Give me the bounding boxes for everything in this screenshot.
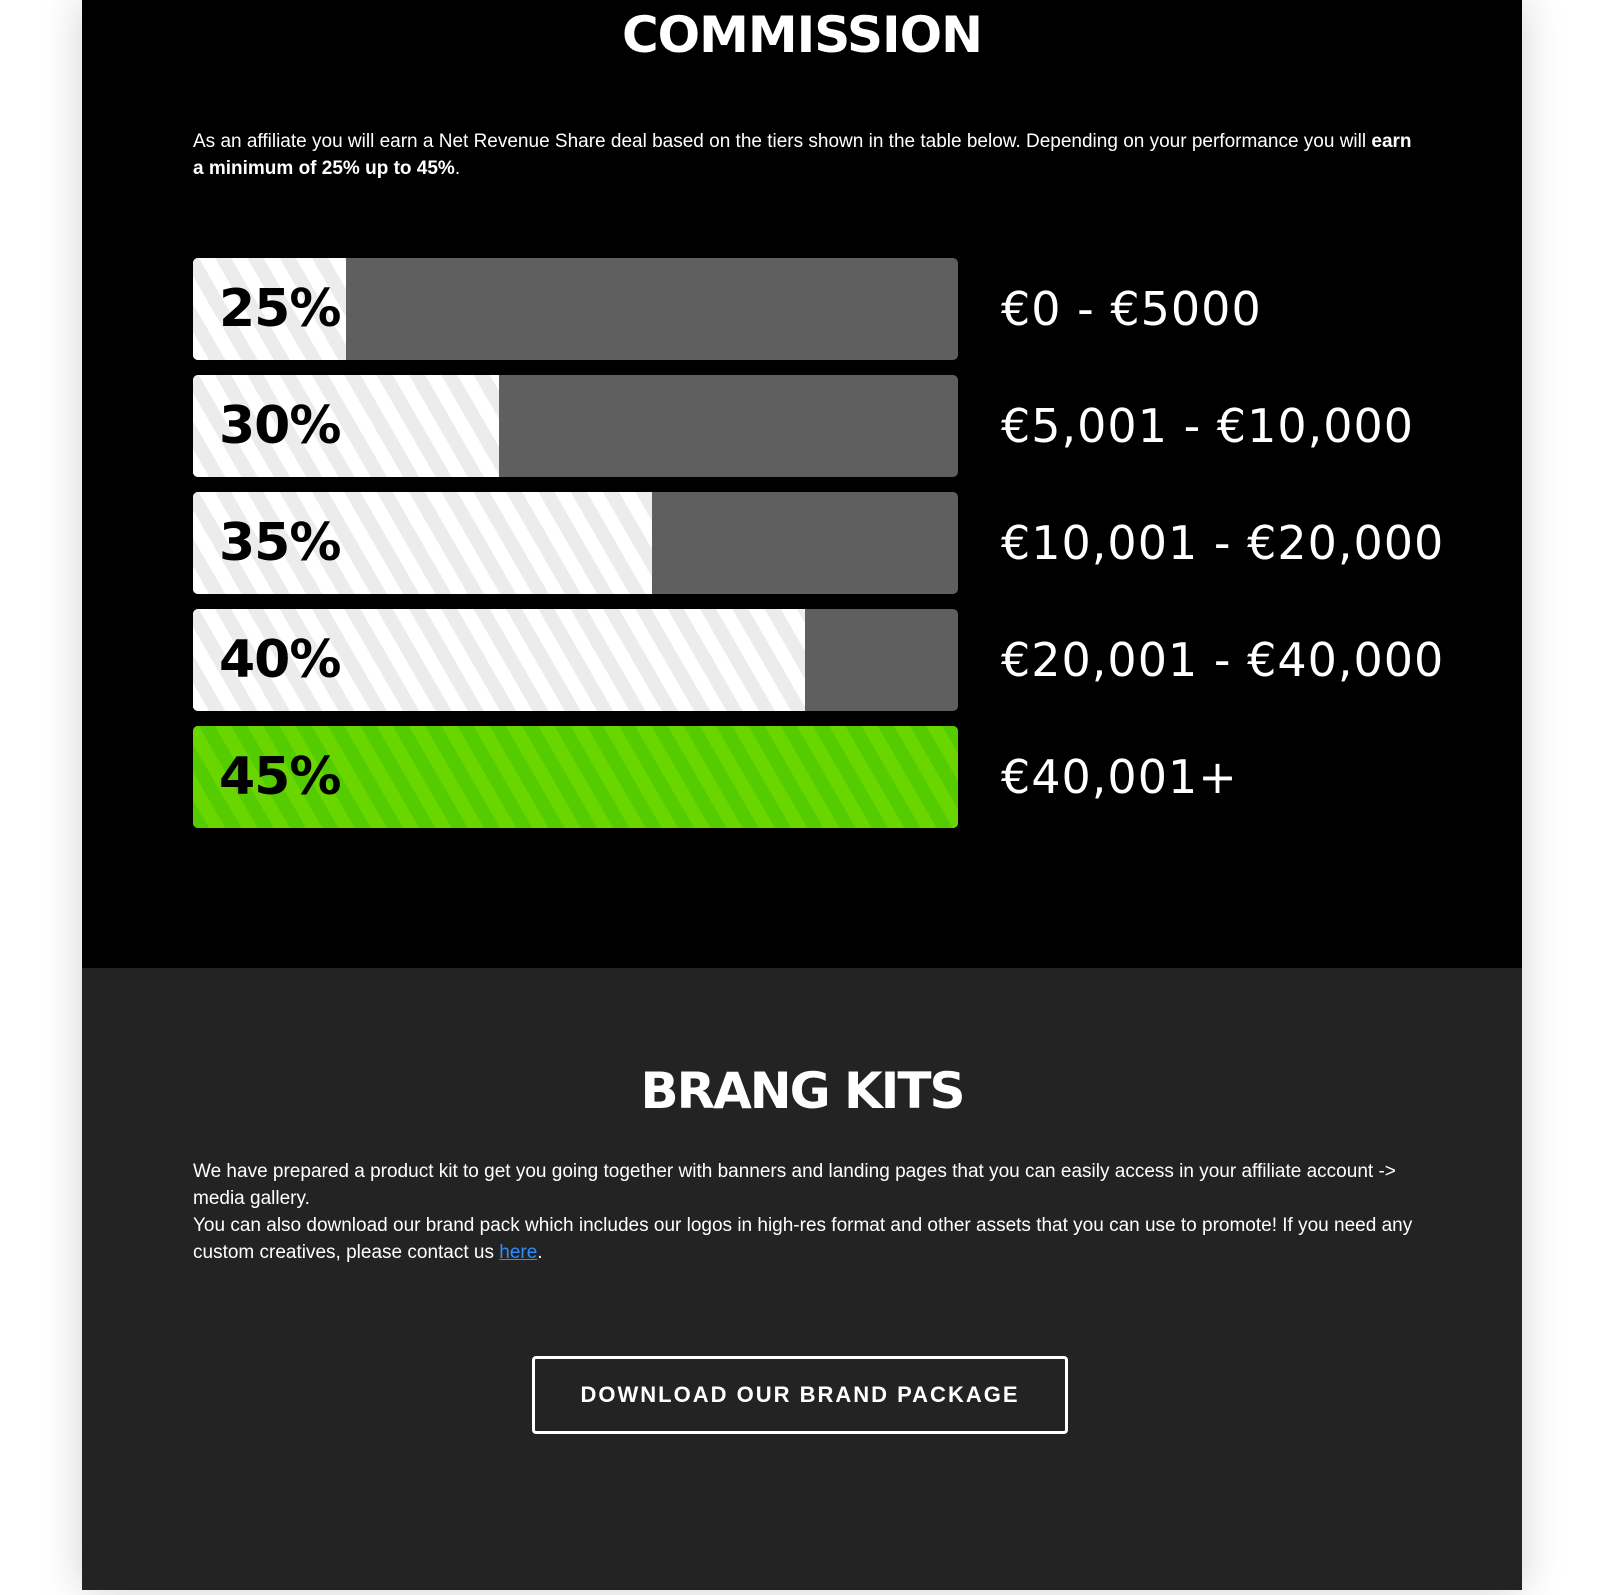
brand-kits-paragraph-1: We have prepared a product kit to get you going together with banners and landing pages that you can easily access in your affiliate account -> media gallery.: [193, 1161, 1396, 1209]
tier-bar-track: [193, 258, 958, 360]
tier-bar-track: [193, 609, 958, 711]
brand-kits-title: BRANG KITS: [640, 1062, 964, 1120]
tier-row: [193, 726, 1493, 828]
download-brand-package-button[interactable]: DOWNLOAD OUR BRAND PACKAGE: [532, 1356, 1068, 1434]
commission-intro-suffix: .: [454, 158, 461, 179]
tier-range: €40,001+: [1001, 750, 1238, 804]
tier-bar-track: [193, 492, 958, 594]
brand-kits-paragraph-2-suffix: .: [537, 1242, 543, 1263]
tier-row: [193, 375, 1493, 477]
commission-intro-bold: earn a minimum of 25% up to 45%: [193, 131, 1412, 179]
contact-here-link[interactable]: here: [499, 1242, 538, 1263]
tier-bar-track: [193, 375, 958, 477]
commission-section: [82, 0, 1522, 968]
tier-percent: 40%: [219, 630, 341, 690]
tier-range: €0 - €5000: [1001, 282, 1262, 336]
tier-row: [193, 492, 1493, 594]
commission-intro: [193, 128, 1423, 182]
tier-percent: 45%: [219, 747, 341, 807]
tier-percent: 35%: [219, 513, 341, 573]
brand-kits-section: [82, 968, 1522, 1590]
brand-kits-paragraph-2-prefix: You can also download our brand pack which includes our logos in high-res format and other assets that you can use to promote! If you need any custom creatives, please contact us: [193, 1215, 1413, 1263]
tier-row: [193, 258, 1493, 360]
tier-range: €10,001 - €20,000: [1001, 516, 1445, 570]
commission-title: COMMISSION: [621, 6, 983, 64]
tier-range: €5,001 - €10,000: [1001, 399, 1415, 453]
tier-percent: 25%: [219, 279, 341, 339]
tier-row: [193, 609, 1493, 711]
tier-percent: 30%: [219, 396, 341, 456]
tier-bar-track: [193, 726, 958, 828]
commission-intro-prefix: As an affiliate you will earn a Net Revenue Share deal based on the tiers shown in the table below. Depending on your performance you will: [193, 131, 1372, 152]
brand-kits-description: [193, 1158, 1423, 1266]
tier-range: €20,001 - €40,000: [1001, 633, 1445, 687]
